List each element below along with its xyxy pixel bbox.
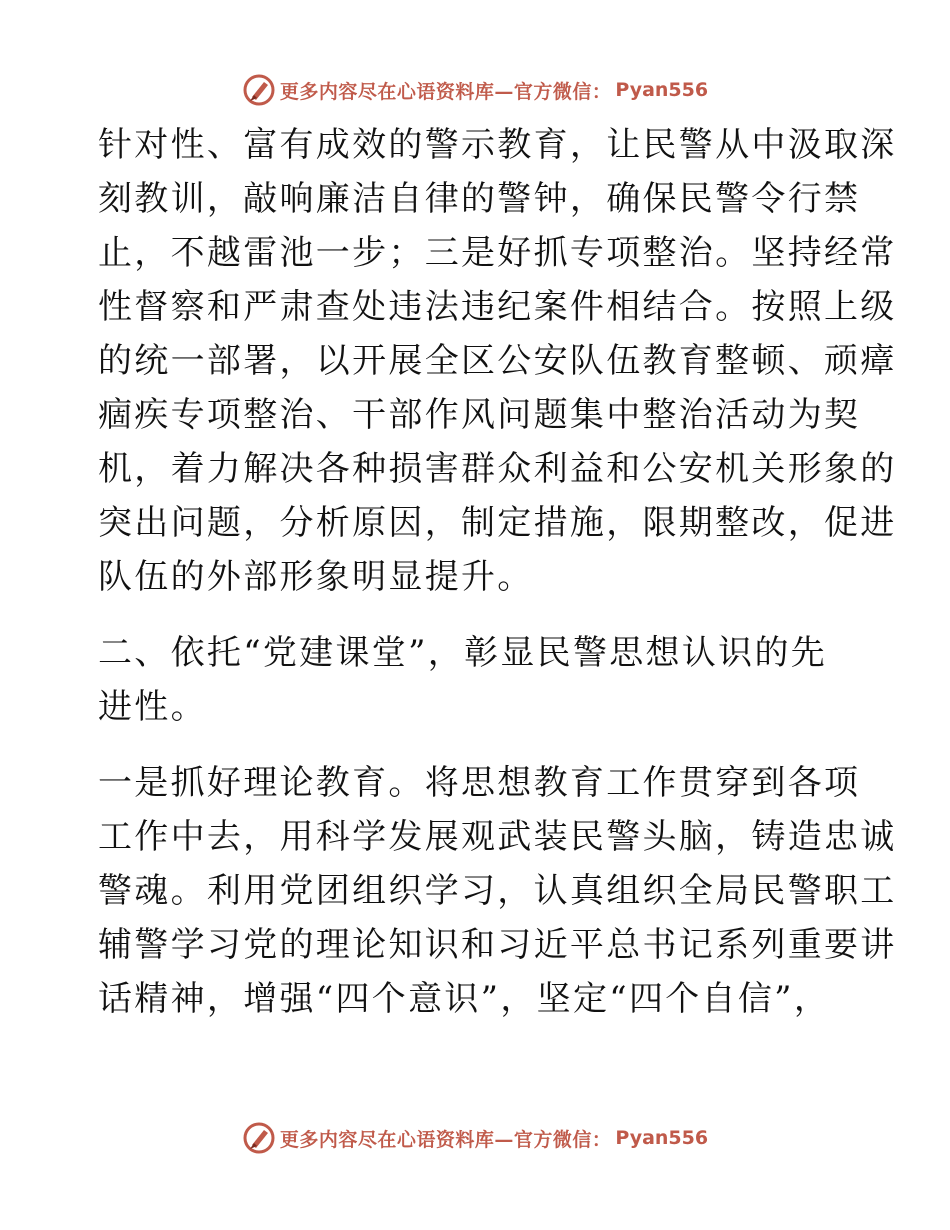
header-banner-wechat-id: Pyan556 [615,79,709,101]
body-text [98,118,897,1026]
text-line: 话精神，增强“四个意识”，坚定“四个自信”， [98,979,831,1019]
pen-logo-icon [242,1121,276,1155]
text-line: 针对性、富有成效的警示教育，让民警从中汲取深 [98,125,897,165]
paragraph-1 [98,118,897,604]
footer-banner-text: 更多内容尽在心语资料库—官方微信： [279,1128,612,1151]
header-banner-inner [242,73,708,107]
text-line: 工作中去，用科学发展观武装民警头脑，铸造忠诚 [98,817,897,857]
paragraph-gap [98,604,858,626]
text-line: 二、依托“党建课堂”，彰显民警思想认识的先 [98,633,828,673]
text-line: 性督察和严肃查处违法违纪案件相结合。按照上级 [98,287,897,327]
text-line: 进性。 [98,687,207,727]
text-line: 刻教训，敲响廉洁自律的警钟，确保民警令行禁 [98,179,861,219]
text-line: 痼疾专项整治、干部作风问题集中整治活动为契 [98,395,861,435]
text-line: 辅警学习党的理论知识和习近平总书记系列重要讲 [98,925,897,965]
header-banner [0,70,950,110]
paragraph-gap [98,734,858,756]
footer-banner-inner [242,1121,708,1155]
footer-banner-wechat-id: Pyan556 [615,1127,709,1149]
text-line: 队伍的外部形象明显提升。 [98,557,534,597]
text-line: 止，不越雷池一步；三是好抓专项整治。坚持经常 [98,233,897,273]
text-line: 警魂。利用党团组织学习，认真组织全局民警职工 [98,871,897,911]
paragraph-2-heading [98,626,858,734]
footer-banner [0,1118,950,1158]
paragraph-3 [98,756,897,1026]
text-line: 机，着力解决各种损害群众利益和公安机关形象的 [98,449,897,489]
text-line: 一是抓好理论教育。将思想教育工作贯穿到各项 [98,763,861,803]
text-line: 的统一部署，以开展全区公安队伍教育整顿、顽瘴 [98,341,897,381]
header-banner-text: 更多内容尽在心语资料库—官方微信： [279,80,612,103]
text-line: 突出问题，分析原因，制定措施，限期整改，促进 [98,503,897,543]
pen-logo-icon [242,73,276,107]
